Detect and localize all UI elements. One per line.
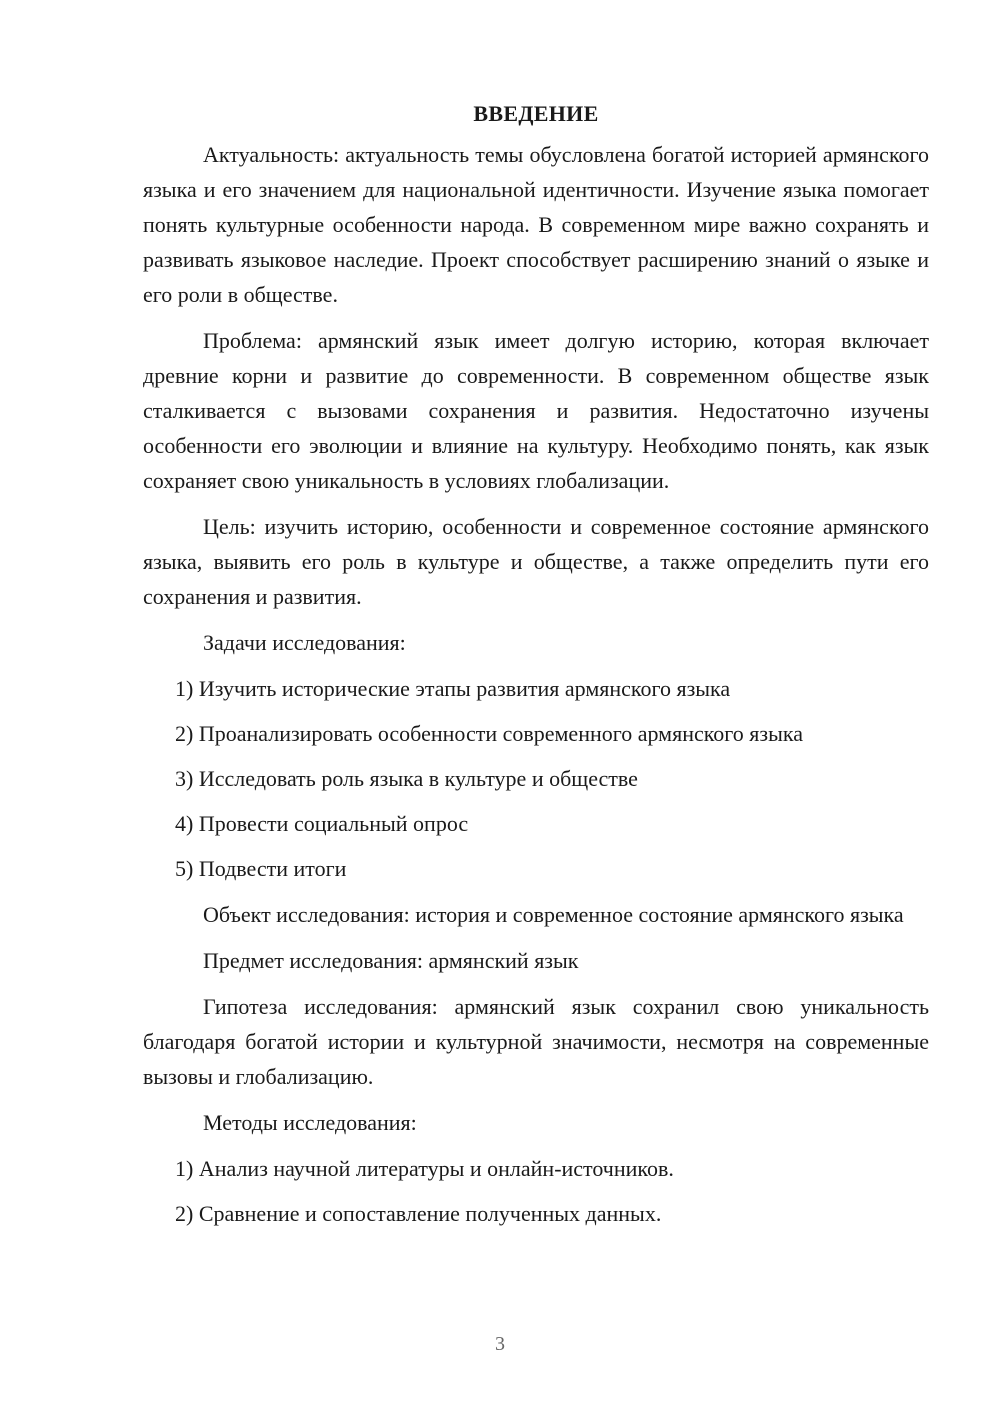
list-item: 1) Анализ научной литературы и онлайн-источников. — [175, 1156, 674, 1181]
subject-paragraph: Предмет исследования: армянский язык — [203, 948, 579, 973]
list-item: 2) Проанализировать особенности современного армянского языка — [175, 721, 803, 746]
methods-list — [143, 1151, 929, 1231]
relevance-paragraph: Актуальность: актуальность темы обусловлена богатой историей армянского языка и его значением для национальной идентичности. Изучение языка помогает понять культурные особенности народа. В современном мире важно сохранять и развивать языковое наследие. Проект способствует расширению знаний о языке и его роли в обществе. — [143, 142, 929, 307]
list-item: 3) Исследовать роль языка в культуре и обществе — [175, 766, 638, 791]
methods-label: Методы исследования: — [203, 1110, 417, 1135]
list-item: 5) Подвести итоги — [175, 856, 347, 881]
tasks-label: Задачи исследования: — [203, 630, 406, 655]
list-item: 1) Изучить исторические этапы развития армянского языка — [175, 676, 731, 701]
object-paragraph: Объект исследования: история и современное состояние армянского языка — [203, 902, 904, 927]
tasks-list — [143, 671, 929, 886]
list-item: 2) Сравнение и сопоставление полученных данных. — [175, 1201, 662, 1226]
document-page — [143, 96, 929, 1242]
hypothesis-paragraph: Гипотеза исследования: армянский язык сохранил свою уникальность благодаря богатой истории и культурной значимости, несмотря на современные вызовы и глобализацию. — [143, 994, 929, 1089]
section-title: ВВЕДЕНИЕ — [473, 101, 599, 126]
problem-paragraph: Проблема: армянский язык имеет долгую историю, которая включает древние корни и развитие до современности. В современном обществе язык сталкивается с вызовами сохранения и развития. Недостаточно изучены особенности его эволюции и влияние на культуру. Необходимо понять, как язык сохраняет свою уникальность в условиях глобализации. — [143, 328, 929, 493]
list-item: 4) Провести социальный опрос — [175, 811, 469, 836]
goal-paragraph: Цель: изучить историю, особенности и современное состояние армянского языка, выявить его роль в культуре и обществе, а также определить пути его сохранения и развития. — [143, 514, 929, 609]
page-number: 3 — [495, 1333, 505, 1355]
